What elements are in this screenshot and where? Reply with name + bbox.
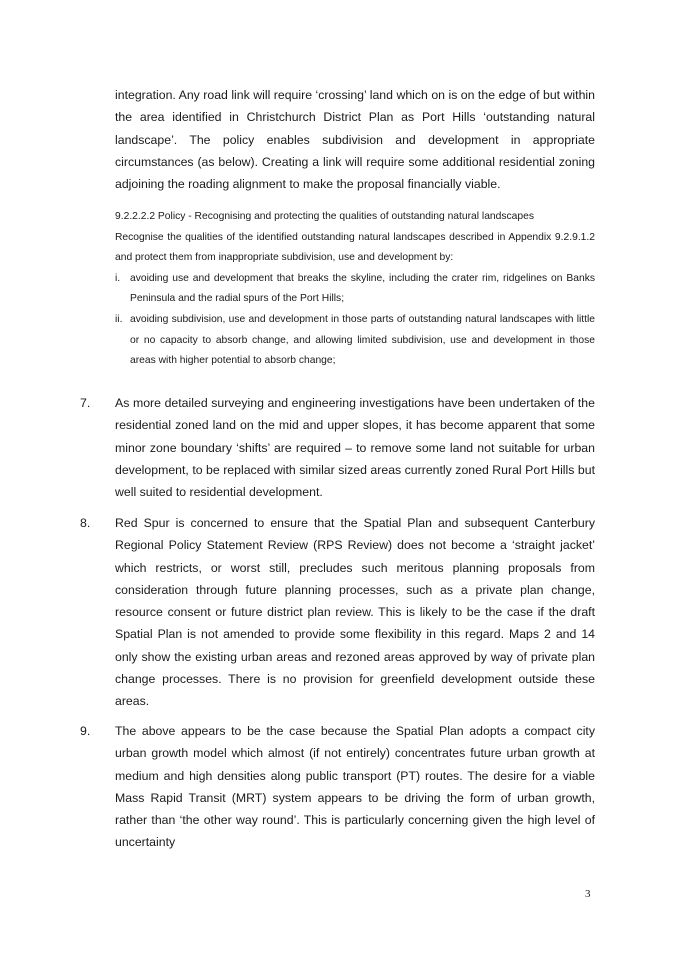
policy-lead: Recognise the qualities of the identified outstanding natural landscapes described in Appendix 9.2.9.1.2 and protect them from inappropriate subdivision, use and development by: bbox=[115, 231, 595, 264]
policy-item-text: avoiding subdivision, use and development in those parts of outstanding natural landscapes with little or no capacity to absorb change, and allowing limited subdivision, use and development in those areas with higher potential to absorb change; bbox=[130, 313, 595, 367]
page-number: 3 bbox=[585, 888, 591, 900]
paragraph-number: 9. bbox=[80, 724, 91, 738]
paragraph-8 bbox=[80, 512, 595, 713]
policy-item-marker: i. bbox=[115, 272, 121, 284]
policy-heading: 9.2.2.2.2 Policy - Recognising and protecting the qualities of outstanding natural landscapes bbox=[115, 211, 535, 222]
paragraph-text: Red Spur is concerned to ensure that the Spatial Plan and subsequent Canterbury Regional Policy Statement Review (RPS Review) does not become a ‘straight jacket’ which restricts, or worst still, precludes such meritous planning proposals from consideration through future planning processes, such as a private plan change, resource consent or future district plan review. This is likely to be the case if the draft Spatial Plan is not amended to provide some flexibility in this regard. Maps 2 and 14 only show the existing urban areas and rezoned areas approved by way of private plan change processes. There is no provision for greenfield development outside these areas. bbox=[115, 516, 595, 709]
policy-item bbox=[115, 310, 595, 372]
paragraph-number: 8. bbox=[80, 516, 91, 530]
policy-item-marker: ii. bbox=[115, 313, 123, 325]
paragraph-7 bbox=[80, 392, 595, 503]
paragraph-text: As more detailed surveying and engineering investigations have been undertaken of the residential zoned land on the mid and upper slopes, it has become apparent that some minor zone boundary ‘shifts’ are required – to remove some land not suitable for urban development, to be replaced with similar sized areas currently zoned Rural Port Hills but well suited to residential development. bbox=[115, 396, 595, 500]
paragraph-number: 7. bbox=[80, 396, 91, 410]
paragraph-text: The above appears to be the case because the Spatial Plan adopts a compact city urban growth model which almost (if not entirely) concentrates future urban growth at medium and high densities along public transport (PT) routes. The desire for a viable Mass Rapid Transit (MRT) system appears to be driving the form of urban growth, rather than ‘the other way round’. This is particularly concerning given the high level of uncertainty bbox=[115, 724, 595, 850]
policy-item bbox=[115, 269, 595, 310]
paragraph-9 bbox=[80, 720, 595, 854]
intro-paragraph: integration. Any road link will require ‘crossing’ land which on is on the edge of but within the area identified in Christchurch District Plan as Port Hills ‘outstanding natural landscape’. The policy enables subdivision and development in appropriate circumstances (as below). Creating a link will require some additional residential zoning adjoining the roading alignment to make the proposal financially viable. bbox=[115, 88, 595, 192]
policy-item-text: avoiding use and development that breaks the skyline, including the crater rim, ridgelines on Banks Peninsula and the radial spurs of the Port Hills; bbox=[130, 272, 595, 305]
policy-quote bbox=[115, 207, 595, 372]
policy-list bbox=[115, 269, 595, 372]
